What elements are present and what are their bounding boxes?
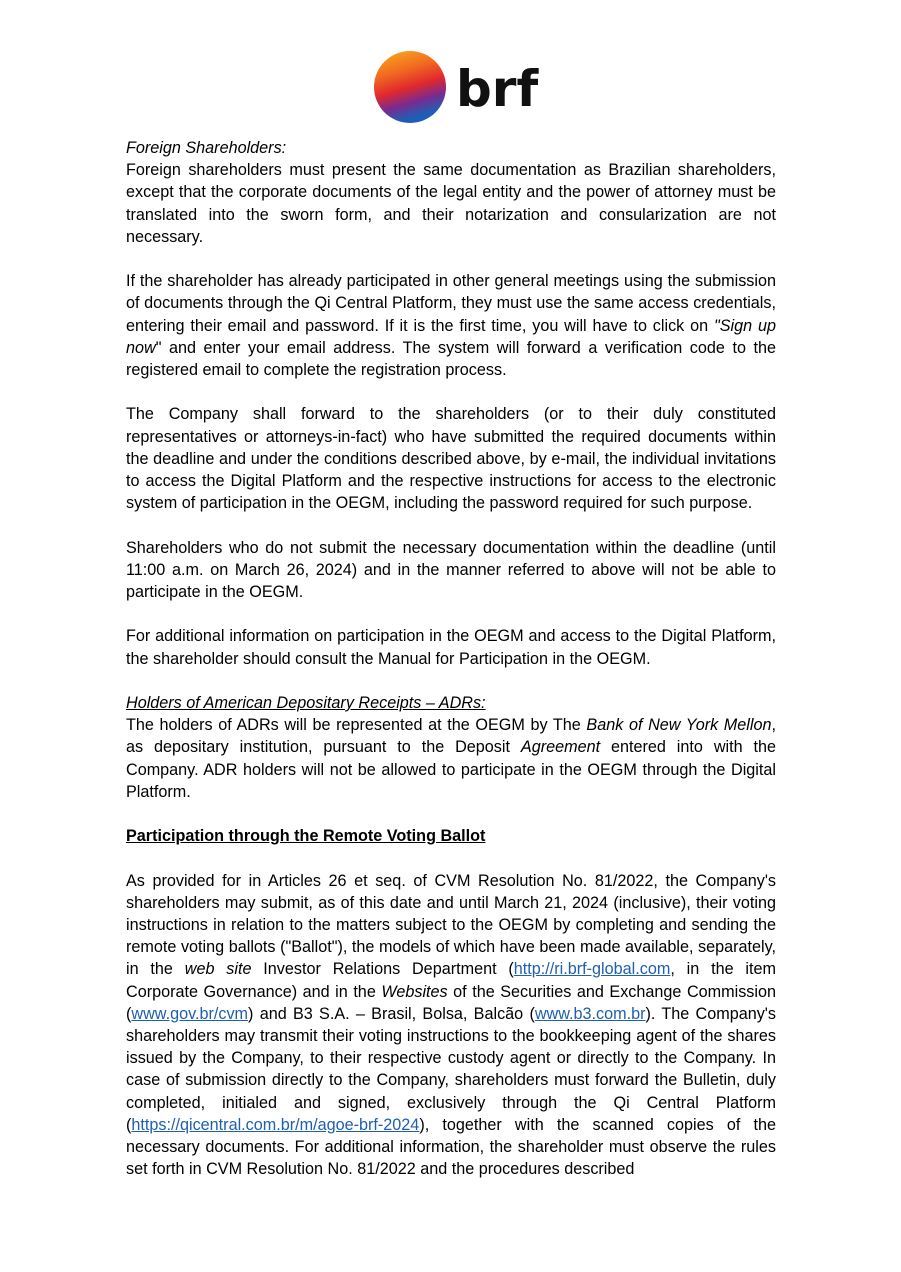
text-segment: web site: [184, 960, 252, 979]
text-segment: , in the item Corporate Governance) and in the: [126, 960, 776, 1001]
svg-text:brf: brf: [456, 60, 539, 118]
document-body: [126, 137, 776, 1203]
text-segment: Holders of American Depositary Receipts – ADRs:: [126, 694, 486, 712]
paragraph: [126, 714, 776, 803]
text-segment: If the shareholder has already participated in other general meetings using the submission of documents through the Qi Central Platform, they must use the same access credentials, entering their email and password. If it is the first time, you will have to click on: [126, 272, 776, 335]
paragraph: [126, 692, 776, 714]
paragraph: [126, 403, 776, 514]
paragraph: [126, 825, 776, 847]
paragraph: [126, 159, 776, 248]
paragraph: [126, 625, 776, 669]
section-heading: Participation through the Remote Voting Ballot: [126, 827, 486, 846]
link[interactable]: https://qicentral.com.br/m/agoe-brf-2024: [131, 1115, 420, 1134]
paragraph: [126, 137, 776, 159]
text-segment: of the Securities and Exchange Commission (: [126, 982, 776, 1023]
link[interactable]: www.b3.com.br: [534, 1004, 646, 1023]
text-segment: The Company shall forward to the shareholders (or to their duly constituted representatives or attorneys-in-fact) who have submitted the required documents within the deadline and under the conditions described above, by e-mail, the individual invitations to access the Digital Platform and the respective instructions for access to the electronic system of participation in the OEGM, including the password required for such purpose.: [126, 405, 776, 513]
link[interactable]: http://ri.brf-global.com: [513, 960, 671, 979]
text-segment: The holders of ADRs will be represented at the OEGM by The: [126, 716, 587, 735]
text-segment: As provided for in Articles 26 et seq. of CVM Resolution No. 81/2022, the Company's shareholders may submit, as of this date and until March 21, 2024 (inclusive), their voting instructions in relation to the matters subject to the OEGM by completing and sending the remote voting ballots ("Ballot"), the models of which have been made available, separately, in the: [126, 871, 776, 979]
paragraph: [126, 870, 776, 1181]
link[interactable]: www.gov.br/cvm: [131, 1004, 249, 1023]
text-segment: , as depositary institution, pursuant to the Deposit: [126, 716, 776, 757]
text-segment: ), together with the scanned copies of the necessary documents. For additional information, the shareholder must observe the rules set forth in CVM Resolution No. 81/2022 and the procedures described: [126, 1115, 776, 1179]
paragraph: [126, 270, 776, 381]
brf-logo: [374, 50, 539, 125]
text-segment: For additional information on participation in the OEGM and access to the Digital Platform, the shareholder should consult the Manual for Participation in the OEGM.: [126, 627, 776, 668]
text-segment: Foreign shareholders must present the same documentation as Brazilian shareholders, except that the corporate documents of the legal entity and the power of attorney must be translated into the sworn form, and their notarization and consularization are not necessary.: [126, 161, 776, 246]
text-segment: Shareholders who do not submit the necessary documentation within the deadline (until 11:00 a.m. on March 26, 2024) and in the manner referred to above will not be able to participate in the OEGM.: [126, 538, 776, 602]
text-segment: Bank of New York Mellon: [586, 716, 772, 735]
text-segment: entered into with the Company. ADR holders will not be allowed to participate in the OEGM through the Digital Platform.: [126, 738, 777, 801]
text-segment: Foreign Shareholders:: [126, 139, 287, 157]
text-segment: ). The Company's shareholders may transmit their voting instructions to the bookkeeping agent of the shares issued by the Company, to their respective custody agent or directly to the Company. In case of submission directly to the Company, shareholders must forward the Bulletin, duly completed, initialed and signed, exclusively through the Qi Central Platform (: [126, 1004, 776, 1134]
text-segment: Investor Relations Department (: [251, 960, 514, 979]
text-segment: " and enter your email address. The system will forward a verification code to the registered email to complete the registration process.: [126, 338, 776, 380]
text-segment: Agreement: [520, 738, 601, 757]
text-segment: ) and B3 S.A. – Brasil, Bolsa, Balcão (: [248, 1004, 535, 1023]
paragraph: [126, 537, 776, 604]
text-segment: "Sign up now: [126, 316, 776, 357]
text-segment: Websites: [381, 982, 448, 1001]
